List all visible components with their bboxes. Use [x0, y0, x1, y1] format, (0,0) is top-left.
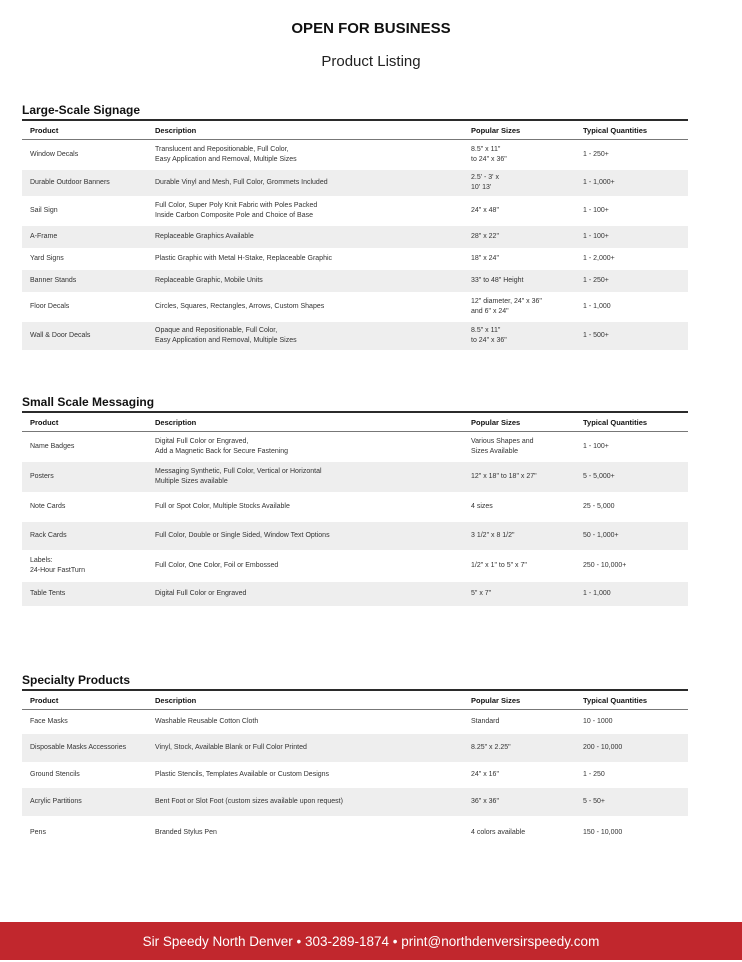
cell-quantity: 1 - 250+	[583, 150, 609, 158]
col-header-sizes: Popular Sizes	[471, 417, 521, 427]
cell-description: Full Color, One Color, Foil or Embossed	[155, 561, 279, 569]
table-row	[22, 816, 688, 850]
cell-quantity: 200 - 10,000	[575, 734, 688, 762]
table-header-row	[22, 690, 688, 710]
col-header-quantities: Typical Quantities	[583, 695, 648, 705]
section-title: Specialty Products	[22, 673, 131, 687]
table-header-row	[22, 120, 688, 140]
cell-quantity: 10 - 1000	[583, 717, 613, 725]
cell-sizes: 36" x 36"	[463, 788, 575, 816]
col-header-description: Description	[155, 695, 197, 705]
cell-product: Window Decals	[30, 150, 79, 158]
cell-product: Table Tents	[22, 582, 147, 606]
cell-sizes: Various Shapes and Sizes Available	[471, 437, 534, 455]
table-row	[22, 788, 688, 816]
cell-product: Banner Stands	[22, 270, 147, 292]
cell-quantity: 1 - 1,000+	[575, 170, 688, 196]
cell-sizes: Standard	[471, 717, 500, 725]
cell-product: Sail Sign	[30, 206, 58, 214]
section-title: Large-Scale Signage	[22, 103, 141, 117]
cell-product: Floor Decals	[30, 302, 70, 310]
cell-sizes: 1/2" x 1" to 5" x 7"	[471, 561, 527, 569]
cell-product: Note Cards	[30, 502, 66, 510]
cell-quantity: 1 - 500+	[575, 322, 688, 350]
cell-description: Translucent and Repositionable, Full Color, Easy Application and Removal, Multiple Sizes	[155, 145, 297, 163]
cell-quantity: 1 - 2,000+	[583, 254, 615, 262]
table-row	[22, 582, 688, 606]
cell-product: Yard Signs	[30, 254, 64, 262]
table-row	[22, 432, 688, 462]
cell-product: Acrylic Partitions	[22, 788, 147, 816]
cell-product: Labels: 24-Hour FastTurn	[30, 556, 85, 574]
product-table	[22, 689, 688, 850]
col-header-description: Description	[155, 125, 197, 135]
cell-description: Circles, Squares, Rectangles, Arrows, Custom Shapes	[155, 302, 325, 310]
cell-sizes: 12" x 18" to 18" x 27"	[463, 462, 575, 492]
cell-sizes: 28" x 22"	[463, 226, 575, 248]
cell-description: Full Color, Double or Single Sided, Window Text Options	[147, 522, 463, 550]
table-row	[22, 550, 688, 582]
table-row	[22, 170, 688, 196]
cell-description: Washable Reusable Cotton Cloth	[155, 717, 259, 725]
col-header-sizes: Popular Sizes	[471, 695, 521, 705]
section-2	[22, 393, 688, 606]
cell-sizes: 4 colors available	[471, 828, 526, 836]
product-table	[22, 119, 688, 350]
cell-sizes: 12" diameter, 24" x 36" and 6" x 24"	[471, 297, 542, 315]
cell-description: Plastic Stencils, Templates Available or Custom Designs	[155, 770, 330, 778]
col-header-sizes: Popular Sizes	[471, 125, 521, 135]
col-header-quantities: Typical Quantities	[583, 417, 648, 427]
section-3	[22, 671, 688, 850]
cell-quantity: 150 - 10,000	[583, 828, 623, 836]
cell-sizes: 24" x 16"	[471, 770, 499, 778]
col-header-description: Description	[155, 417, 197, 427]
table-row	[22, 734, 688, 762]
cell-sizes: 24" x 48"	[471, 206, 499, 214]
section-1	[22, 101, 688, 350]
cell-product: Face Masks	[30, 717, 68, 725]
table-row	[22, 322, 688, 350]
cell-quantity: 1 - 1,000	[583, 302, 611, 310]
table-row	[22, 762, 688, 788]
cell-description: Durable Vinyl and Mesh, Full Color, Grommets Included	[147, 170, 463, 196]
table-row	[22, 522, 688, 550]
cell-sizes: 4 sizes	[471, 502, 493, 510]
cell-sizes: 8.5" x 11" to 24" x 36"	[471, 145, 507, 163]
product-table	[22, 411, 688, 606]
cell-product: Disposable Masks Accessories	[22, 734, 147, 762]
cell-quantity: 250 - 10,000+	[583, 561, 627, 569]
cell-sizes: 3 1/2" x 8 1/2"	[463, 522, 575, 550]
cell-description: Vinyl, Stock, Available Blank or Full Color Printed	[147, 734, 463, 762]
table-header-row	[22, 412, 688, 432]
cell-product: Name Badges	[30, 442, 75, 450]
cell-quantity: 1 - 100+	[575, 226, 688, 248]
cell-product: Ground Stencils	[30, 770, 80, 778]
cell-quantity: 1 - 100+	[583, 442, 609, 450]
cell-sizes: 2.5' - 3' x 10' 13'	[463, 170, 575, 196]
cell-product: Durable Outdoor Banners	[22, 170, 147, 196]
contact-footer: Sir Speedy North Denver • 303-289-1874 • print@northdenversirspeedy.com	[0, 922, 742, 960]
cell-description: Opaque and Repositionable, Full Color, Easy Application and Removal, Multiple Sizes	[147, 322, 463, 350]
page-subtitle: Product Listing	[321, 53, 421, 70]
table-row	[22, 140, 688, 170]
table-row	[22, 462, 688, 492]
cell-sizes: 8.5" x 11" to 24" x 36"	[463, 322, 575, 350]
cell-description: Replaceable Graphic, Mobile Units	[147, 270, 463, 292]
cell-product: Pens	[30, 828, 46, 836]
cell-sizes: 18" x 24"	[471, 254, 499, 262]
cell-quantity: 50 - 1,000+	[575, 522, 688, 550]
cell-product: Wall & Door Decals	[22, 322, 147, 350]
col-header-product: Product	[30, 695, 59, 705]
cell-product: Rack Cards	[22, 522, 147, 550]
table-row	[22, 196, 688, 226]
table-row	[22, 248, 688, 270]
table-row	[22, 226, 688, 248]
col-header-product: Product	[30, 417, 59, 427]
cell-description: Messaging Synthetic, Full Color, Vertical or Horizontal Multiple Sizes available	[147, 462, 463, 492]
cell-quantity: 1 - 1,000	[575, 582, 688, 606]
cell-description: Plastic Graphic with Metal H-Stake, Replaceable Graphic	[155, 254, 333, 262]
table-row	[22, 292, 688, 322]
cell-description: Bent Foot or Slot Foot (custom sizes available upon request)	[147, 788, 463, 816]
cell-quantity: 1 - 250	[583, 770, 605, 778]
table-row	[22, 710, 688, 734]
cell-description: Digital Full Color or Engraved	[147, 582, 463, 606]
col-header-product: Product	[30, 125, 59, 135]
page-title: OPEN FOR BUSINESS	[291, 20, 451, 37]
section-title: Small Scale Messaging	[22, 395, 155, 409]
cell-description: Full Color, Super Poly Knit Fabric with Poles Packed Inside Carbon Composite Pole and Choice of Base	[155, 201, 318, 219]
cell-quantity: 5 - 50+	[575, 788, 688, 816]
cell-quantity: 1 - 100+	[583, 206, 609, 214]
cell-description: Digital Full Color or Engraved, Add a Magnetic Back for Secure Fastening	[155, 437, 289, 455]
col-header-quantities: Typical Quantities	[583, 125, 648, 135]
cell-product: Posters	[22, 462, 147, 492]
cell-sizes: 8.25" x 2.25"	[463, 734, 575, 762]
cell-sizes: 5" x 7"	[463, 582, 575, 606]
cell-quantity: 5 - 5,000+	[575, 462, 688, 492]
table-row	[22, 492, 688, 522]
table-row	[22, 270, 688, 292]
cell-description: Replaceable Graphics Available	[147, 226, 463, 248]
cell-description: Branded Stylus Pen	[155, 828, 217, 836]
cell-quantity: 1 - 250+	[575, 270, 688, 292]
cell-description: Full or Spot Color, Multiple Stocks Available	[155, 502, 290, 510]
cell-quantity: 25 - 5,000	[583, 502, 615, 510]
cell-product: A-Frame	[22, 226, 147, 248]
cell-sizes: 33" to 48" Height	[463, 270, 575, 292]
